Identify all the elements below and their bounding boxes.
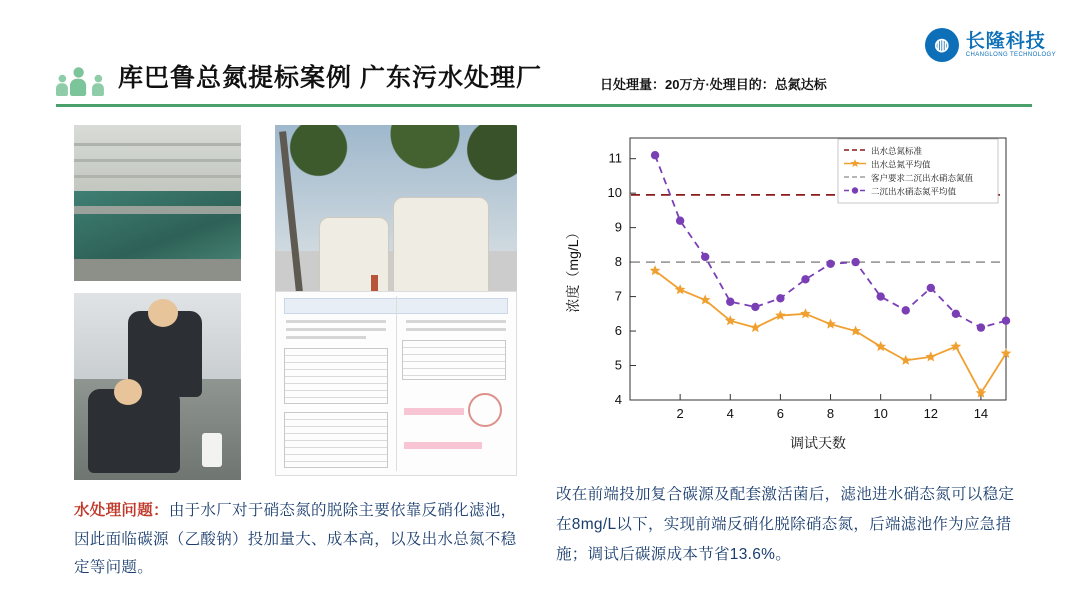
series-marker: [751, 303, 759, 311]
x-tick-label: 4: [726, 406, 734, 421]
photo-grid: [74, 125, 517, 480]
series-marker: [927, 284, 935, 292]
legend-label: 出水总氮平均值: [871, 159, 931, 170]
series-marker: [776, 294, 784, 302]
slide-header: [0, 0, 1080, 112]
conclusion-paragraph: 改在前端投加复合碳源及配套激活菌后，滤池进水硝态氮可以稳定在8mg/L以下，实现前端反硝化脱除硝态氮，后端滤池作为应急措施；调试后碳源成本节省13.6%。: [556, 486, 1015, 564]
water-problem-label: 水处理问题：: [74, 502, 169, 519]
person-figure: [70, 67, 86, 96]
page-title: [118, 58, 542, 94]
y-tick-label: 6: [614, 323, 622, 339]
person-figure: [92, 75, 104, 96]
company-logo: [925, 28, 1056, 62]
series-marker: [726, 298, 734, 306]
series-marker: [851, 258, 859, 266]
y-tick-label: 4: [614, 392, 622, 407]
series-marker: [701, 253, 709, 261]
x-tick-label: 10: [873, 406, 888, 421]
y-tick-label: 8: [614, 254, 622, 270]
photo-indoor-tank-hall: [74, 125, 241, 281]
water-problem-text: 由于水厂对于硝态氮的脱除主要依靠反硝化滤池，因此面临碳源（乙酸钠）投加量大、成本高，以及出水总氮不稳定等问题。: [74, 502, 517, 577]
x-tick-label: 8: [826, 406, 835, 421]
series-marker: [826, 260, 834, 268]
series-marker: [801, 275, 809, 283]
chart-svg: [556, 128, 1030, 460]
person-figure: [56, 75, 68, 96]
people-icon: [56, 62, 112, 96]
chart-ylabel: 浓度（mg/L）: [565, 225, 581, 313]
y-tick-label: 5: [614, 357, 622, 373]
legend-label: 出水总氮标准: [871, 146, 923, 156]
logo-name-cn: 长隆科技: [965, 30, 1046, 52]
photo-field-sampling-workers: [74, 293, 241, 480]
chart-xlabel: 调试天数: [790, 435, 846, 451]
legend-marker: [852, 187, 858, 193]
slide-title-text: 库巴鲁总氮提标案例 广东污水处理厂: [118, 64, 542, 92]
x-tick-label: 6: [776, 406, 785, 421]
series-marker: [902, 306, 910, 314]
series-marker: [876, 292, 884, 300]
y-tick-label: 7: [614, 288, 622, 304]
x-tick-label: 14: [973, 406, 989, 421]
y-tick-label: 10: [607, 185, 622, 201]
photo-test-report-document: [275, 291, 517, 476]
legend-label: 二沉出水硝态氮平均值: [871, 186, 957, 197]
logo-text: [966, 32, 1056, 58]
logo-mark-icon: ◍: [925, 28, 959, 62]
x-tick-label: 2: [676, 406, 684, 421]
series-marker: [1002, 317, 1010, 325]
nitrogen-trend-chart: [556, 128, 1030, 460]
water-problem-paragraph: [74, 497, 526, 583]
header-subtitle: 日处理量：20万方·处理目的：总氮达标: [600, 77, 827, 92]
y-tick-label: 11: [608, 150, 622, 166]
series-marker: [676, 217, 684, 225]
logo-name-en: CHANGLONG TECHNOLOGY: [965, 51, 1056, 58]
left-column: [74, 125, 517, 480]
series-marker: [952, 310, 960, 318]
x-tick-label: 12: [923, 406, 939, 421]
series-marker: [977, 323, 985, 331]
y-tick-label: 9: [614, 219, 622, 235]
legend-label: 客户要求二沉出水硝态氮值: [871, 173, 974, 183]
series-marker: [651, 151, 659, 159]
header-divider: [56, 104, 1032, 107]
